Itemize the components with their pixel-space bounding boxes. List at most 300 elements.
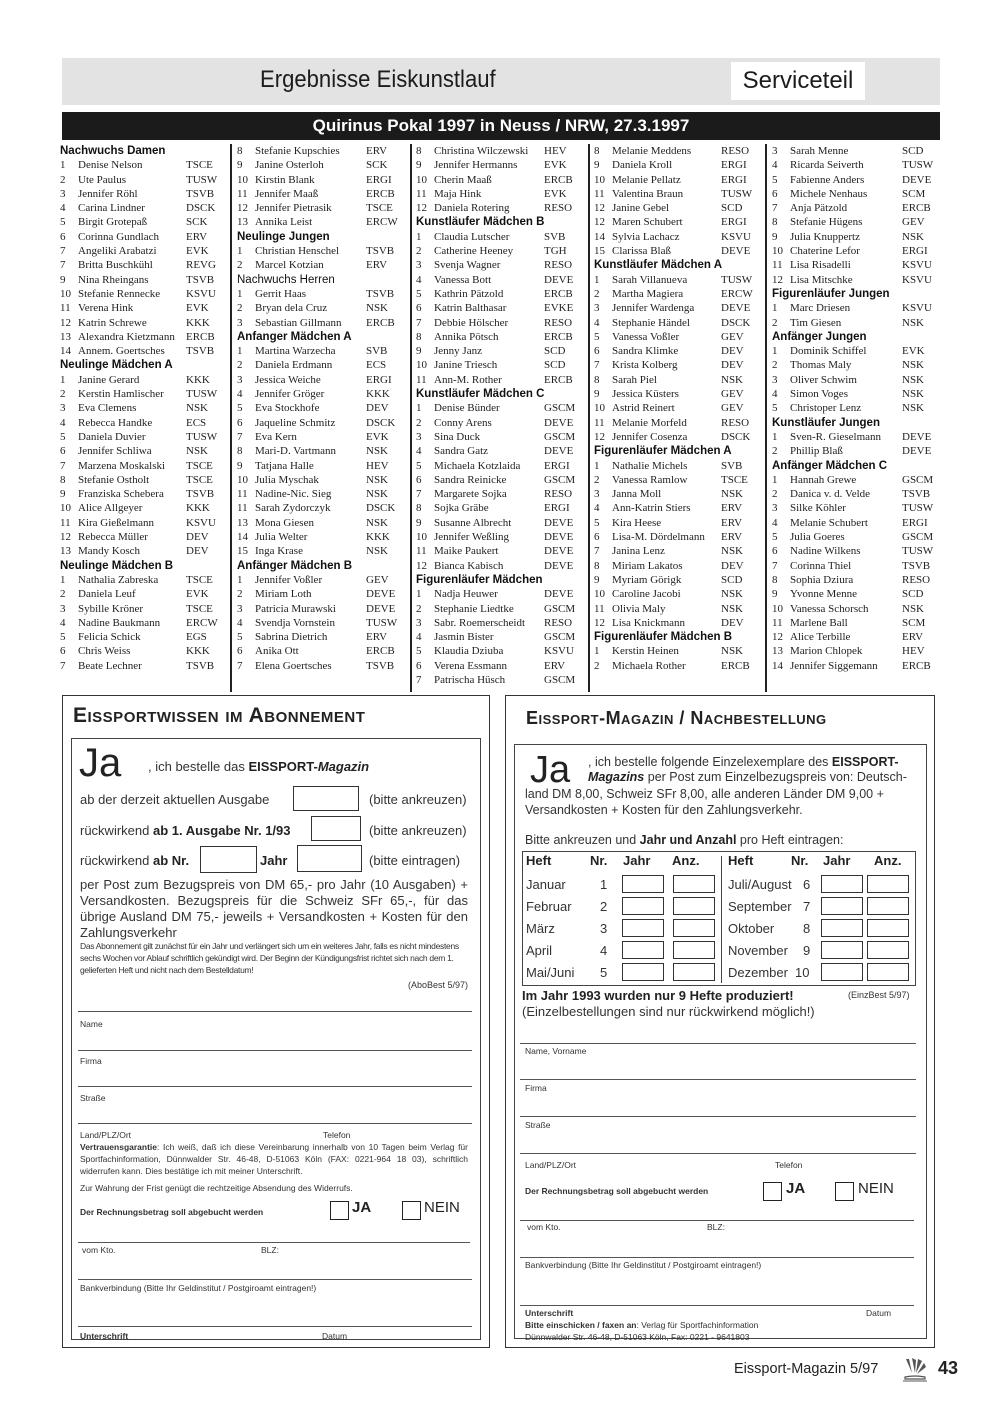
- result-row: [594, 516, 759, 530]
- club-code: ERGI: [721, 173, 747, 186]
- result-row: [60, 344, 224, 358]
- skater-name: Dominik Schiffel: [790, 345, 867, 358]
- placement: 2: [416, 416, 422, 429]
- result-row: [416, 444, 582, 458]
- club-code: GSCM: [544, 631, 576, 644]
- placement: 5: [60, 216, 66, 229]
- club-code: DEV: [721, 345, 744, 358]
- result-row: [60, 544, 224, 558]
- skater-name: Vanessa Ramlow: [612, 473, 688, 486]
- result-row: [594, 144, 759, 158]
- result-row: [416, 244, 582, 258]
- abo-terms-text: Das Abonnement gilt zunächst für ein Jahr und verlängert sich um ein weiteres Jahr, falls es nicht mindestens sechs Wochen vor Ablauf schriftlich gekündigt wird. Der Beginn der Kündigungsfrist richtet sich nach dem 1. gelieferten Heft und nicht nach dem Bestelldatum!: [80, 941, 459, 975]
- club-code: SCM: [902, 616, 926, 629]
- skater-name: Ricarda Seiverth: [790, 159, 864, 172]
- result-row: [772, 516, 940, 530]
- issue-name: Juli/August: [728, 877, 792, 892]
- skater-name: Sabr. Roemerscheidt: [434, 616, 526, 629]
- club-code: TSVB: [186, 187, 215, 200]
- placement: 15: [594, 245, 605, 258]
- issue-year-input[interactable]: [821, 875, 863, 893]
- skater-name: Anika Ott: [255, 645, 299, 658]
- club-code: GSCM: [902, 531, 934, 544]
- club-code: KSVU: [186, 516, 216, 529]
- placement: 1: [772, 302, 778, 315]
- skater-name: Nadine-Nic. Sieg: [255, 488, 332, 501]
- abo-street-field[interactable]: [78, 1123, 472, 1124]
- result-row: [594, 487, 759, 501]
- placement: 9: [772, 230, 778, 243]
- club-code: TSVB: [366, 659, 395, 672]
- result-row: [594, 459, 759, 473]
- club-code: ERV: [721, 516, 743, 529]
- placement: 1: [237, 245, 243, 258]
- club-code: HEV: [902, 645, 925, 658]
- nach-street-field[interactable]: [520, 1153, 916, 1154]
- skater-name: Kira Gießelmann: [78, 516, 155, 529]
- result-row: [237, 344, 404, 358]
- club-code: DEV: [721, 359, 744, 372]
- skater-name: Olivia Maly: [612, 602, 666, 615]
- result-row: [60, 258, 224, 272]
- result-row: [594, 373, 759, 387]
- result-row: [594, 501, 759, 515]
- abo-firma-field[interactable]: [78, 1086, 472, 1087]
- issue-year-input[interactable]: [821, 897, 863, 915]
- abo-row3-jahr: Jahr: [260, 853, 288, 868]
- club-code: TSCE: [186, 602, 213, 615]
- placement: 4: [772, 388, 778, 401]
- result-row: [416, 330, 582, 344]
- club-code: GEV: [902, 216, 925, 229]
- placement: 11: [772, 259, 783, 272]
- club-code: NSK: [721, 645, 744, 658]
- skater-name: Daniela Duvier: [78, 430, 146, 443]
- placement: 14: [60, 345, 71, 358]
- result-row: [416, 373, 582, 387]
- placement: 5: [772, 402, 778, 415]
- placement: 4: [60, 416, 66, 429]
- abo-bank-field[interactable]: [78, 1326, 472, 1327]
- skater-name: Sojka Gräbe: [434, 502, 489, 515]
- result-row: [772, 158, 940, 172]
- result-row: [60, 173, 224, 187]
- issue-name: Oktober: [728, 921, 775, 936]
- club-code: SCD: [902, 588, 924, 601]
- club-code: DEVE: [544, 273, 574, 286]
- nach-form-title: Eissport-Magazin / Nachbestellung: [526, 708, 827, 728]
- result-row: [416, 416, 582, 430]
- abo-from-first-issue-checkbox[interactable]: [311, 816, 361, 841]
- nach-firma-field[interactable]: [520, 1116, 916, 1117]
- result-row: [60, 630, 224, 644]
- club-code: KKK: [366, 388, 390, 401]
- result-row: [416, 673, 582, 687]
- placement: 4: [594, 502, 600, 515]
- skater-name: Jasmin Bister: [434, 631, 494, 644]
- category-heading: Figurenläufer Mädchen A: [594, 445, 732, 458]
- club-code: ERGI: [902, 516, 928, 529]
- result-row: [60, 401, 224, 415]
- col-header-anz-left: Anz.: [672, 853, 700, 868]
- club-code: TUSW: [186, 173, 218, 186]
- category-heading: Anfänger Mädchen B: [237, 559, 353, 572]
- skater-name: Angeliki Arabatzi: [78, 245, 157, 258]
- placement: 10: [60, 502, 71, 515]
- result-row: [237, 358, 404, 372]
- skater-name: Astrid Reinert: [612, 402, 675, 415]
- skater-name: Julia Knuppertz: [790, 230, 860, 243]
- abo-date-label: Datum: [322, 1331, 348, 1341]
- issue-quantity-input[interactable]: [867, 963, 909, 981]
- club-code: ERCB: [902, 659, 931, 672]
- club-code: DEVE: [544, 516, 574, 529]
- club-code: SCD: [544, 359, 566, 372]
- result-row: [772, 602, 940, 616]
- placement: 3: [60, 602, 66, 615]
- skater-name: Mari-D. Vartmann: [255, 445, 337, 458]
- placement: 1: [237, 345, 243, 358]
- skater-name: Valentina Braun: [612, 187, 684, 200]
- issue-number: 5: [600, 965, 608, 980]
- abo-ja: Ja: [79, 741, 122, 785]
- skater-name: Lisa Mitschke: [790, 273, 853, 286]
- skater-name: Sarah Villanueva: [612, 273, 688, 286]
- issue-year-input[interactable]: [622, 963, 664, 981]
- result-row: [772, 144, 940, 158]
- skater-name: Sophia Dziura: [790, 573, 854, 586]
- skater-name: Rebecca Handke: [78, 416, 153, 429]
- result-row: [594, 344, 759, 358]
- club-code: KSVU: [902, 273, 932, 286]
- skater-name: Julia Welter: [255, 531, 308, 544]
- issue-name: November: [728, 943, 788, 958]
- result-row: [237, 416, 404, 430]
- skater-name: Stefanie Ostholt: [78, 473, 150, 486]
- club-code: TSVB: [186, 488, 215, 501]
- club-code: GSCM: [544, 602, 576, 615]
- results-column: [237, 144, 412, 692]
- placement: 7: [594, 359, 600, 372]
- nach-debit-yes-checkbox[interactable]: [763, 1182, 782, 1201]
- placement: 11: [237, 488, 248, 501]
- placement: 11: [237, 187, 248, 200]
- placement: 3: [416, 259, 422, 272]
- placement: 9: [416, 159, 422, 172]
- abo-debit-yes-label: JA: [352, 1199, 372, 1216]
- placement: 13: [237, 216, 248, 229]
- results-column: [772, 144, 940, 692]
- result-row: [237, 644, 404, 658]
- club-code: DEVE: [902, 173, 932, 186]
- abo-row1-label: ab der derzeit aktuellen Ausgabe: [80, 792, 270, 807]
- club-code: ERGI: [366, 373, 392, 386]
- result-row: [416, 187, 582, 201]
- placement: 6: [594, 531, 600, 544]
- club-code: SCD: [721, 202, 743, 215]
- skater-name: Vanessa Voßler: [612, 330, 680, 343]
- placement: 12: [594, 430, 605, 443]
- skater-name: Christoper Lenz: [790, 402, 862, 415]
- club-code: RESO: [721, 145, 750, 157]
- placement: 10: [416, 531, 427, 544]
- placement: 11: [416, 545, 427, 558]
- club-code: SCD: [902, 145, 924, 157]
- club-code: NSK: [366, 473, 389, 486]
- issue-number: 10: [795, 965, 810, 980]
- skater-name: Patrischa Hüsch: [434, 673, 506, 686]
- nach-debit-yes-label: JA: [786, 1180, 806, 1197]
- skater-name: Anja Pätzold: [790, 202, 848, 215]
- issue-year-input[interactable]: [622, 897, 664, 915]
- issue-quantity-input[interactable]: [673, 919, 715, 937]
- skater-name: Janina Lenz: [612, 545, 665, 558]
- footer-magazine: Eissport-Magazin 5/97: [734, 1361, 879, 1377]
- skater-name: Eva Clemens: [78, 402, 137, 415]
- result-row: [237, 544, 404, 558]
- placement: 7: [416, 673, 422, 686]
- club-code: ERGI: [366, 173, 392, 186]
- results-table: [60, 144, 940, 692]
- result-row: [60, 201, 224, 215]
- club-code: EVK: [186, 588, 209, 601]
- result-row: [594, 230, 759, 244]
- category-heading: Nachwuchs Damen: [60, 145, 166, 157]
- skater-name: Mona Giesen: [255, 516, 314, 529]
- result-row: [772, 316, 940, 330]
- club-code: TUSW: [902, 545, 934, 558]
- skater-name: Kerstin Heinen: [612, 645, 679, 658]
- issue-quantity-input[interactable]: [867, 941, 909, 959]
- club-code: KKK: [186, 373, 210, 386]
- placement: 12: [60, 531, 71, 544]
- club-code: TSVB: [366, 287, 395, 300]
- abo-issue-number-input[interactable]: [200, 846, 257, 873]
- club-code: ERCW: [186, 616, 218, 629]
- skater-name: Krista Kolberg: [612, 359, 678, 372]
- result-row: [594, 416, 759, 430]
- skater-name: Nathalia Zabreska: [78, 573, 159, 586]
- skater-name: Michaela Kotzlaida: [434, 459, 521, 472]
- placement: 7: [772, 202, 778, 215]
- skater-name: Cherin Maaß: [434, 173, 492, 186]
- result-row: [772, 659, 940, 673]
- nach-ja: Ja: [530, 749, 571, 791]
- result-row: [416, 158, 582, 172]
- result-row: [237, 158, 404, 172]
- skater-name: Marzena Moskalski: [78, 459, 166, 472]
- nach-account-field[interactable]: [520, 1257, 914, 1258]
- result-row: [594, 616, 759, 630]
- skater-name: Nina Rheingans: [78, 273, 149, 286]
- result-row: [416, 501, 582, 515]
- placement: 2: [60, 388, 66, 401]
- club-code: NSK: [721, 545, 744, 558]
- abo-price-text: per Post zum Bezugspreis von DM 65,- pro Jahr (10 Ausgaben) + Versandkosten. Bezugspreis für die Schweiz SFr 65,-, für das übrige Ausland DM 75,- jeweils + Versandkosten + Kosten für den Zahlungsverkehr: [80, 877, 468, 940]
- result-row: [60, 387, 224, 401]
- result-row: [594, 201, 759, 215]
- skater-name: Daniela Rotering: [434, 202, 510, 215]
- category-heading: Anfanger Mädchen A: [237, 330, 352, 343]
- result-row: [594, 287, 759, 301]
- abo-year-input[interactable]: [297, 845, 362, 872]
- placement: 7: [416, 488, 422, 501]
- club-code: DEVE: [544, 559, 574, 572]
- issue-quantity-input[interactable]: [867, 897, 909, 915]
- placement: 3: [772, 502, 778, 515]
- placement: 1: [60, 159, 66, 172]
- placement: 8: [772, 216, 778, 229]
- club-code: EGS: [186, 631, 207, 644]
- category-heading: Anfänger Jungen: [772, 330, 867, 343]
- result-row: [772, 401, 940, 415]
- abo-account-field[interactable]: [78, 1279, 472, 1280]
- club-code: ERV: [721, 502, 743, 515]
- abo-bank-label: Bankverbindung (Bitte Ihr Geldinstitut / Postgiroamt eintragen!): [80, 1283, 317, 1293]
- skater-name: Julia Goeres: [790, 531, 845, 544]
- skater-name: Jessica Weiche: [255, 373, 321, 386]
- result-row: [60, 330, 224, 344]
- issue-quantity-input[interactable]: [673, 963, 715, 981]
- skater-name: Jennifer Maaß: [255, 187, 319, 200]
- abo-debit-no-checkbox[interactable]: [402, 1201, 421, 1220]
- club-code: ERCB: [186, 330, 215, 343]
- issue-quantity-input[interactable]: [673, 941, 715, 959]
- nach-debit-no-checkbox[interactable]: [835, 1182, 854, 1201]
- club-code: ERCB: [544, 173, 573, 186]
- issue-quantity-input[interactable]: [867, 919, 909, 937]
- result-row: [60, 459, 224, 473]
- placement: 1: [416, 588, 422, 601]
- placement: 5: [594, 516, 600, 529]
- result-row: [416, 344, 582, 358]
- placement: 11: [416, 373, 427, 386]
- skater-name: Sven-R. Gieselmann: [790, 430, 882, 443]
- nach-street-label: Straße: [525, 1120, 551, 1130]
- result-row: [772, 530, 940, 544]
- result-row: [416, 430, 582, 444]
- placement: 1: [594, 459, 600, 472]
- skater-name: Marc Driesen: [790, 302, 851, 315]
- placement: 2: [237, 588, 243, 601]
- placement: 5: [237, 631, 243, 644]
- result-row: [416, 530, 582, 544]
- nach-name-label: Name, Vorname: [525, 1046, 587, 1056]
- skater-name: Ann-M. Rother: [434, 373, 502, 386]
- issue-quantity-input[interactable]: [673, 897, 715, 915]
- club-code: NSK: [366, 302, 389, 315]
- placement: 10: [416, 359, 427, 372]
- nach-blz-label: BLZ:: [707, 1222, 725, 1232]
- category-heading: Figurenläufer Mädchen B: [594, 631, 733, 644]
- placement: 6: [416, 659, 422, 672]
- result-row: [416, 602, 582, 616]
- placement: 3: [237, 316, 243, 329]
- club-code: DEVE: [902, 430, 932, 443]
- issue-quantity-input[interactable]: [867, 875, 909, 893]
- placement: 5: [416, 459, 422, 472]
- club-code: KKK: [186, 645, 210, 658]
- placement: 14: [594, 230, 605, 243]
- skater-name: Melanie Pellatz: [612, 173, 681, 186]
- club-code: ERV: [721, 531, 743, 544]
- skater-name: Nathalie Michels: [612, 459, 688, 472]
- placement: 11: [416, 187, 427, 200]
- skater-name: Denise Nelson: [78, 159, 143, 172]
- issue-name: Januar: [526, 877, 566, 892]
- col-header-heft-right: Heft: [728, 853, 754, 868]
- skater-name: Marcel Kotzian: [255, 259, 324, 272]
- issue-year-input[interactable]: [622, 875, 664, 893]
- club-code: ERCB: [366, 316, 395, 329]
- club-code: GEV: [721, 388, 744, 401]
- placement: 11: [594, 416, 605, 429]
- result-row: [772, 430, 940, 444]
- abo-guarantee: Vertrauensgarantie: Ich weiß, daß ich diese Vereinbarung innerhalb von 10 Tagen beim Verlag für Sportfachinformation, Dünnwalder Str. 46-48, D-51063 Köln (FAX: 0221-964 18 03), schriftlich widerrufen kann. Dies bestätige ich mit meiner Unterschrift.: [80, 1142, 468, 1176]
- skater-name: Corinna Gundlach: [78, 230, 159, 243]
- issue-year-input[interactable]: [821, 919, 863, 937]
- skater-name: Melanie Meddens: [612, 145, 692, 157]
- result-row: [772, 244, 940, 258]
- placement: 4: [416, 273, 422, 286]
- nach-bank-field[interactable]: [520, 1305, 914, 1306]
- placement: 5: [772, 173, 778, 186]
- club-code: RESO: [544, 616, 573, 629]
- skater-name: Claudia Lutscher: [434, 230, 510, 243]
- nach-name-field[interactable]: [520, 1079, 916, 1080]
- placement: 11: [60, 516, 71, 529]
- issue-quantity-input[interactable]: [673, 875, 715, 893]
- club-code: REVG: [186, 259, 216, 272]
- divider: [78, 1242, 470, 1243]
- result-row: [237, 659, 404, 673]
- issue-year-input[interactable]: [622, 919, 664, 937]
- club-code: DEV: [186, 545, 209, 558]
- club-code: NSK: [902, 316, 925, 329]
- placement: 9: [594, 388, 600, 401]
- skater-name: Melanie Morfeld: [612, 416, 687, 429]
- abo-form-title: Eissportwissen im Abonnement: [73, 704, 366, 727]
- skater-name: Jennifer Wardenga: [612, 302, 695, 315]
- club-code: GEV: [721, 402, 744, 415]
- club-code: DEV: [721, 616, 744, 629]
- category-heading: Kunstläufer Mädchen C: [416, 388, 545, 401]
- skater-name: Verena Essmann: [434, 659, 508, 672]
- abo-debit-label: Der Rechnungsbetrag soll abgebucht werden: [80, 1207, 264, 1217]
- result-row: [237, 573, 404, 587]
- result-row: [237, 316, 404, 330]
- abo-row1-hint: (bitte ankreuzen): [369, 792, 467, 807]
- result-row: [594, 244, 759, 258]
- skater-name: Elena Goertsches: [255, 659, 332, 672]
- issue-year-input[interactable]: [821, 963, 863, 981]
- club-code: SVB: [366, 345, 388, 358]
- club-code: DEVE: [544, 531, 574, 544]
- abo-current-issue-checkbox[interactable]: [293, 786, 359, 811]
- issue-year-input[interactable]: [821, 941, 863, 959]
- result-row: [416, 616, 582, 630]
- result-row: [60, 573, 224, 587]
- placement: 1: [60, 573, 66, 586]
- issue-year-input[interactable]: [622, 941, 664, 959]
- abo-name-label: Name: [80, 1019, 103, 1029]
- abo-debit-yes-checkbox[interactable]: [330, 1201, 349, 1220]
- abo-name-field[interactable]: [78, 1050, 472, 1051]
- placement: 13: [237, 516, 248, 529]
- placement: 4: [416, 445, 422, 458]
- club-code: ERCB: [902, 202, 931, 215]
- skater-name: Kerstin Hamlischer: [78, 388, 164, 401]
